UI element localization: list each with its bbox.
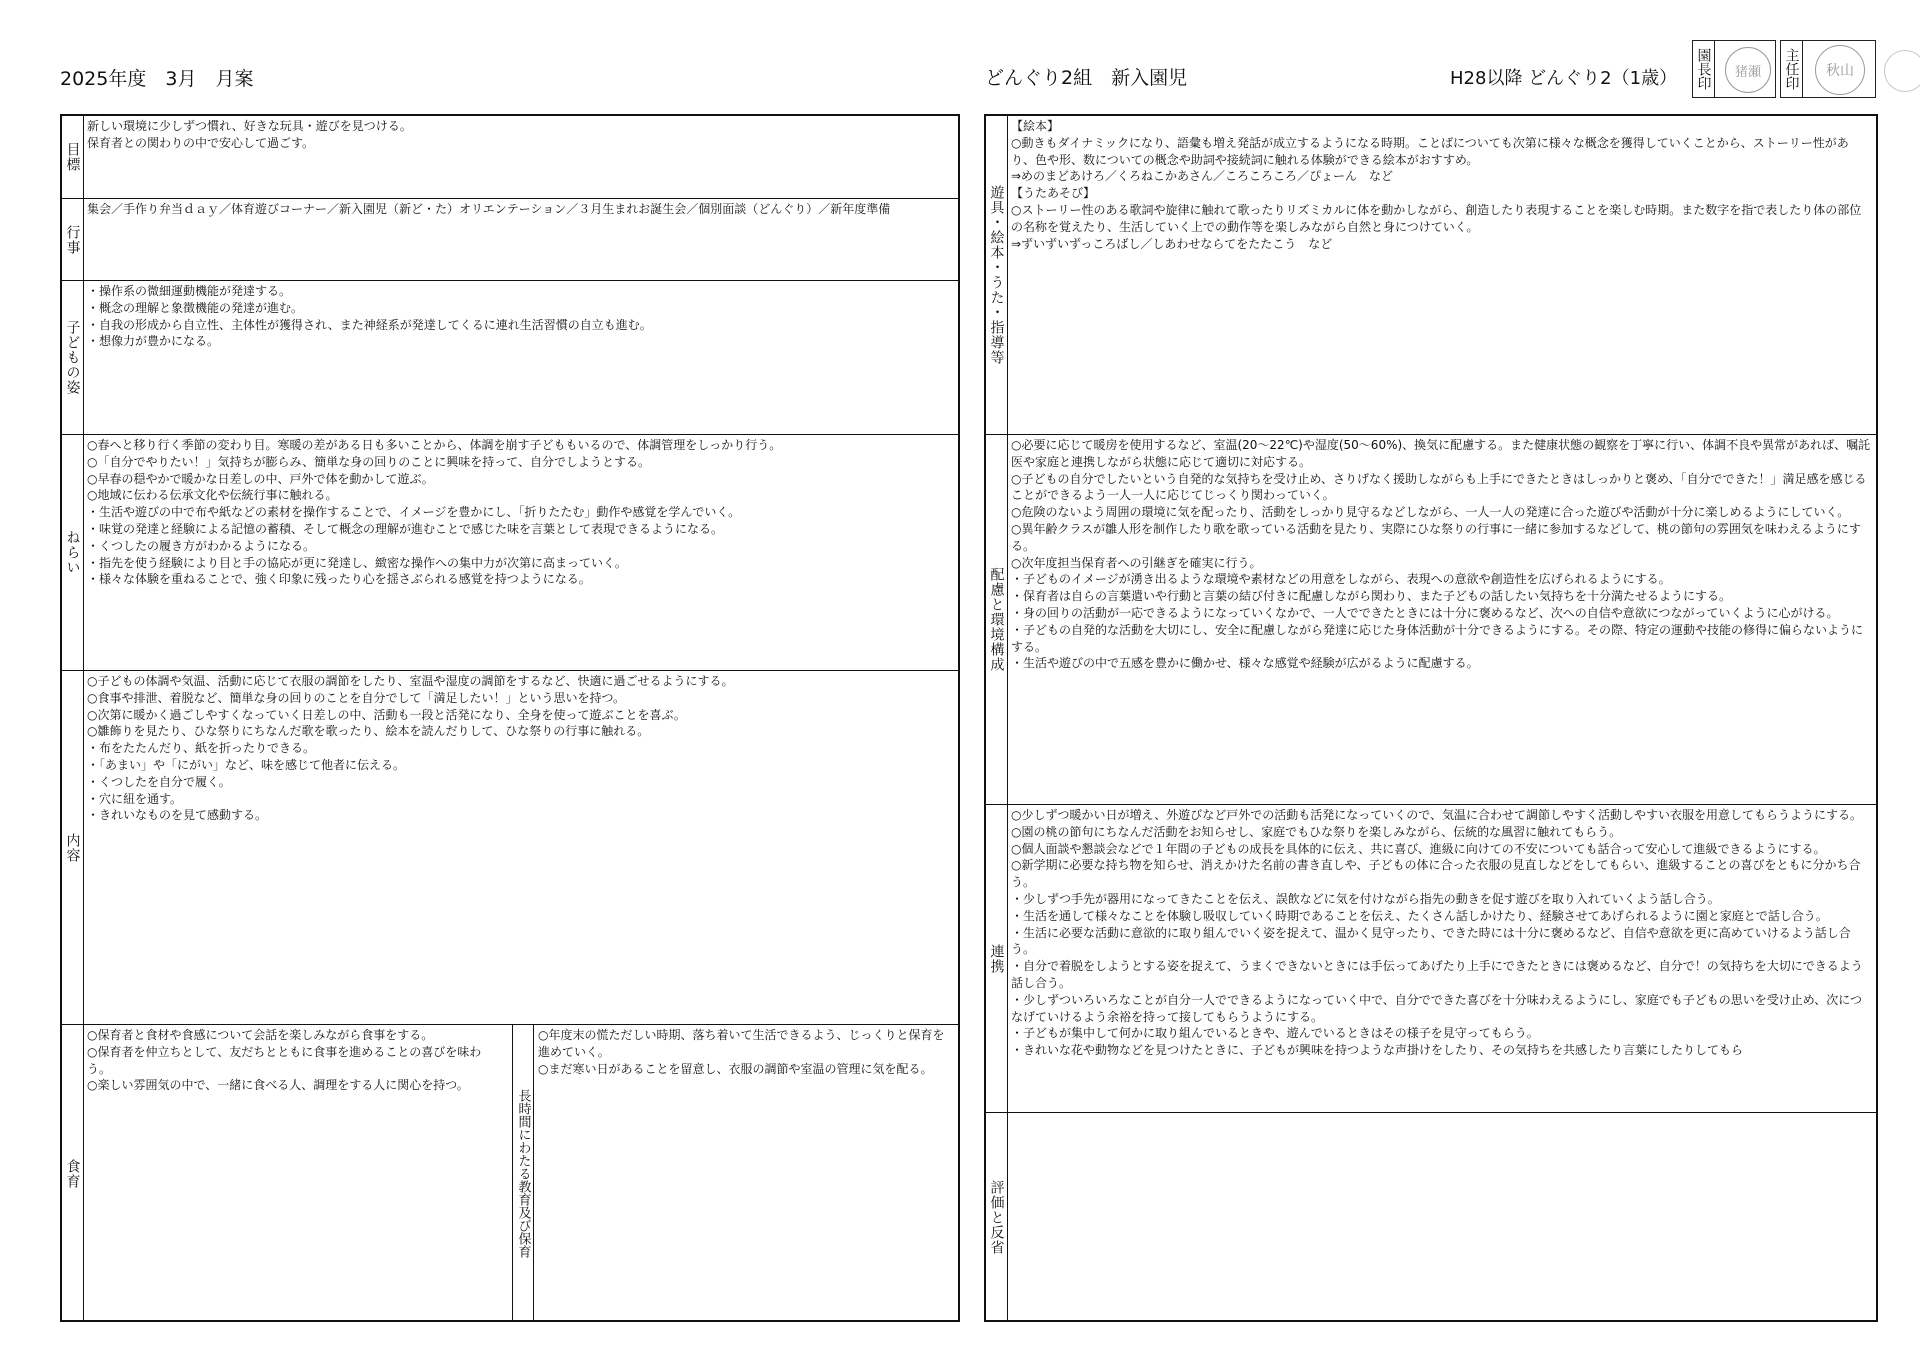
goal-label: 目標 <box>62 116 84 198</box>
age-category: H28以降 どんぐり2（1歳） <box>1450 68 1678 89</box>
events-text <box>87 201 954 218</box>
text-line: ・くつしたを自分で履く。 <box>87 774 231 789</box>
text-line: ○子どもの自分でしたいという自発的な気持ちを受け止め、さりげなく援助しながらも上手にできたときはしっかりと褒め、「自分でできた！」満足感を感じることができるよう一人一人に応じてじっくり関わっていく。 <box>1011 471 1867 503</box>
text-line: 【絵本】 <box>1011 119 1060 133</box>
text-line: ・保育者は自らの言葉遣いや行動と言葉の結び付きに配慮しながら関わり、また子どもの話したい気持ちを十分満たせるようにする。 <box>1011 589 1732 604</box>
text-line: 【うたあそび】 <box>1011 186 1096 201</box>
class-name: どんぐり2組 新入園児 <box>985 67 1188 89</box>
aim-text <box>87 437 954 588</box>
child-text <box>87 283 954 350</box>
content-label: 内容 <box>62 671 84 1024</box>
text-line: ・子どものイメージが湧き出るような環境や素材などの用意をしながら、表現への意欲や創造性を広げられるようにする。 <box>1011 572 1671 587</box>
content-row <box>62 670 958 1024</box>
food-label: 食育 <box>62 1025 84 1322</box>
text-line: ・味覚の発達と経験による記憶の蓄積、そして概念の理解が進むことで感じた味を言葉として表現できるようになる。 <box>87 521 724 536</box>
text-line: 保育者との関わりの中で安心して過ごす。 <box>87 135 315 150</box>
text-line: ・自分で着脱をしようとする姿を捉えて、うまくできないときには手伝ってあげたり上手にできたときには褒めるなど、自分で！の気持ちを大切にできるよう話し合う。 <box>1011 959 1863 990</box>
text-line: ○園の桃の節句にちなんだ活動をお知らせし、家庭でもひな祭りを楽しみながら、伝統的な風習に触れてもらう。 <box>1011 824 1622 839</box>
text-line: ・様々な体験を重ねることで、強く印象に残ったり心を揺さぶられる感覚を持つようになる。 <box>87 572 591 587</box>
content-text <box>87 673 954 824</box>
link-row <box>986 804 1876 1112</box>
text-line: ⇒めのまどあけろ／くろねこかあさん／ころころころ／ぴょーん など <box>1011 169 1394 184</box>
env-row <box>986 434 1876 804</box>
document-title: 2025年度 3月 月案 <box>60 68 254 90</box>
text-line: ・生活や遊びの中で五感を豊かに働かせ、様々な感覚や経験が広がるように配慮する。 <box>1011 656 1479 671</box>
play-text <box>1011 118 1872 252</box>
text-line: ○動きもダイナミックになり、語彙も増え発話が成立するようになる時期。ことばについても次第に様々な概念を獲得していくことから、ストーリー性があり、色や形、数についての概念や助詞や接続詞に触れる体験ができる絵本がおすすめ。 <box>1011 135 1849 167</box>
text-line: ・生活を通して様々なことを体験し吸収していく時期であることを伝え、たくさん話しかけたり、経験させてあげられるように園と家庭とで話し合う。 <box>1011 908 1828 923</box>
text-line: ○雛飾りを見たり、ひな祭りにちなんだ歌を歌ったり、絵本を読んだりして、ひな祭りの行事に触れる。 <box>87 724 650 739</box>
events-row <box>62 198 958 280</box>
text-line: 新しい環境に少しずつ慣れ、好きな玩具・遊びを見つける。 <box>87 119 412 133</box>
longcare-text <box>538 1027 954 1077</box>
text-line: ○まだ寒い日があることを留意し、衣服の調節や室温の管理に気を配る。 <box>538 1061 933 1076</box>
text-line: ○年度末の慌ただしい時期、落ち着いて生活できるよう、じっくりと保育を進めていく。 <box>538 1028 945 1059</box>
text-line: ○ストーリー性のある歌詞や旋律に触れて歌ったりリズミカルに体を動かしながら、創造したり表現することを楽しむ時期。また数字を指で表したり体の部位の名称を覚えたり、生活していく上での動作等を楽しみながら自然と身につけていく。 <box>1011 202 1862 234</box>
text-line: ○地域に伝わる伝承文化や伝統行事に触れる。 <box>87 488 338 503</box>
text-line: ・生活に必要な活動に意欲的に取り組んでいく姿を捉えて、温かく見守ったり、できた時には十分に褒めるなど、自信や意欲を更に高めていけるよう話し合う。 <box>1011 925 1851 957</box>
text-line: ・想像力が豊かになる。 <box>87 334 220 349</box>
text-line: ⇒ずいずいずっころばし／しあわせならてをたたこう など <box>1011 236 1333 251</box>
review-row <box>986 1112 1876 1322</box>
events-label: 行事 <box>62 199 84 280</box>
principal-seal-icon: 猪瀬 <box>1725 47 1771 93</box>
text-line: ○早春の穏やかで暖かな日差しの中、戸外で体を動かして遊ぶ。 <box>87 471 434 486</box>
aim-row <box>62 434 958 670</box>
principal-stamp-label: 園長印 <box>1693 41 1715 97</box>
play-label: 遊具・絵本・うた・指導等 <box>986 116 1008 434</box>
longcare-label: 長時間にわたる教育及び保育 <box>512 1025 534 1322</box>
env-label: 配慮と環境構成 <box>986 435 1008 804</box>
text-line: ・自我の形成から自立性、主体性が獲得され、また神経系が発達してくるに連れ生活習慣の自立も進む。 <box>87 317 652 332</box>
review-label: 評価と反省 <box>986 1113 1008 1322</box>
text-line: ・概念の理解と象徴機能の発達が進む。 <box>87 300 304 315</box>
text-line: ○危険のないよう周囲の環境に気を配ったり、活動をしっかり見守るなどしながら、一人一人の発達に合った遊びや活動が十分に楽しめるようにしていく。 <box>1011 505 1850 520</box>
text-line: ・生活や遊びの中で布や紙などの素材を操作することで、イメージを豊かにし、「折りたたむ」動作や感覚を学んでいく。 <box>87 505 741 520</box>
link-label: 連携 <box>986 805 1008 1112</box>
play-row <box>986 116 1876 434</box>
text-line: ・きれいなものを見て感動する。 <box>87 808 268 823</box>
text-line: ○必要に応じて暖房を使用するなど、室温(20～22℃)や湿度(50～60%)、換気に配慮する。また健康状態の観察を丁寧に行い、体調不良や異常があれば、嘱託医や家庭と連携しながら状態に応じて適切に対応する。 <box>1011 438 1871 469</box>
goal-row <box>62 116 958 198</box>
text-line: ・子どもが集中して何かに取り組んでいるときや、遊んでいるときはその様子を見守ってもらう。 <box>1011 1026 1539 1041</box>
text-line: ・くつしたの履き方がわかるようになる。 <box>87 538 316 553</box>
text-line: ・子どもの自発的な活動を大切にし、安全に配慮しながら発達に応じた身体活動が十分できるようにする。その際、特定の運動や技能の修得に偏らないようにする。 <box>1011 622 1864 654</box>
text-line: ○次第に暖かく過ごしやすくなっていく日差しの中、活動も一段と活発になり、全身を使って遊ぶことを喜ぶ。 <box>87 707 686 722</box>
text-line: ○異年齢クラスが雛人形を制作したり歌を歌っている活動を見たり、実際にひな祭りの行事に一緒に参加するなどして、桃の節句の雰囲気を味わえるようにする。 <box>1011 521 1861 553</box>
right-plan-table <box>984 114 1878 1322</box>
text-line: ○春へと移り行く季節の変わり目。寒暖の差がある日も多いことから、体調を崩す子どももいるので、体調管理をしっかり行う。 <box>87 438 782 452</box>
text-line: ○食事や排泄、着脱など、簡単な身の回りのことを自分でして「満足したい！」という思いを持つ。 <box>87 690 625 705</box>
food-row <box>62 1024 958 1322</box>
text-line: ○新学期に必要な持ち物を知らせ、消えかけた名前の書き直しや、子どもの体に合った衣服の見直しなどをしてもらい、進級することの喜びをともに分かち合う。 <box>1011 858 1861 890</box>
text-line: ○保育者を仲立ちとして、友だちとともに食事を進めることの喜びを味わう。 <box>87 1044 482 1076</box>
goal-text <box>87 118 954 152</box>
left-plan-table <box>60 114 960 1322</box>
link-text <box>1011 807 1872 1059</box>
text-line: ○保育者と食材や食感について会話を楽しみながら食事をする。 <box>87 1028 434 1042</box>
head-seal-icon: 秋山 <box>1815 45 1865 95</box>
text-line: ・少しずつ手先が器用になってきたことを伝え、誤飲などに気を付けながら指先の動きを促す遊びを取り入れていくよう話し合う。 <box>1011 891 1720 906</box>
text-line: ・きれいな花や動物などを見つけたときに、子どもが興味を持つような声掛けをしたり、その気持ちを共感したり言葉にしたりしてもら <box>1011 1043 1744 1058</box>
text-line: ○子どもの体調や気温、活動に応じて衣服の調節をしたり、室温や湿度の調節をするなど、快適に過ごせるようにする。 <box>87 674 734 688</box>
principal-stamp-box <box>1692 40 1776 98</box>
text-line: ・「あまい」や「にがい」など、味を感じて他者に伝える。 <box>87 757 406 772</box>
text-line: ・操作系の微細運動機能が発達する。 <box>87 284 292 298</box>
text-line: ○「自分でやりたい！」気持ちが膨らみ、簡単な身の回りのことに興味を持って、自分でしようとする。 <box>87 454 650 469</box>
extra-seal-icon <box>1884 50 1920 92</box>
aim-label: ねらい <box>62 435 84 670</box>
text-line: ○次年度担当保育者への引継ぎを確実に行う。 <box>1011 555 1262 570</box>
text-line: ○少しずつ暖かい日が増え、外遊びなど戸外での活動も活発になっていくので、気温に合わせて調節しやすく活動しやすい衣服を用意してもらうようにする。 <box>1011 808 1862 822</box>
text-line: ○楽しい雰囲気の中で、一緒に食べる人、調理をする人に関心を持つ。 <box>87 1078 469 1093</box>
text-line: ・布をたたんだり、紙を折ったりできる。 <box>87 741 316 756</box>
text-line: ・穴に紐を通す。 <box>87 791 183 806</box>
text-line: ○個人面談や懇談会などで１年間の子どもの成長を具体的に伝え、共に喜び、進級に向けての不安についても話合って安心して進級できるようにする。 <box>1011 841 1826 856</box>
text-line: ・少しずついろいろなことが自分一人でできるようになっていく中で、自分でできた喜びを十分味わえるようにし、家庭でも子どもの思いを受け止め、次につなげていけるよう余裕を持って接してもらうようにする。 <box>1011 992 1863 1024</box>
text-line: ・指先を使う経験により目と手の協応が更に発達し、緻密な操作への集中力が次第に高まっていく。 <box>87 555 627 570</box>
head-stamp-label: 主任印 <box>1781 41 1803 97</box>
child-row <box>62 280 958 434</box>
food-text <box>87 1027 500 1094</box>
text-line: ・身の回りの活動が一応できるようになっていくなかで、一人でできたときには十分に褒めるなど、次への自信や意欲につながっていくように心がける。 <box>1011 605 1839 620</box>
text-line: 集会／手作り弁当ｄａｙ／体育遊びコーナー／新入園児（新ど・た）オリエンテーション／３月生まれお誕生会／個別面談（どんぐり）／新年度準備 <box>87 202 891 216</box>
child-label: 子どもの姿 <box>62 281 84 434</box>
head-stamp-box <box>1780 40 1876 98</box>
env-text <box>1011 437 1872 672</box>
